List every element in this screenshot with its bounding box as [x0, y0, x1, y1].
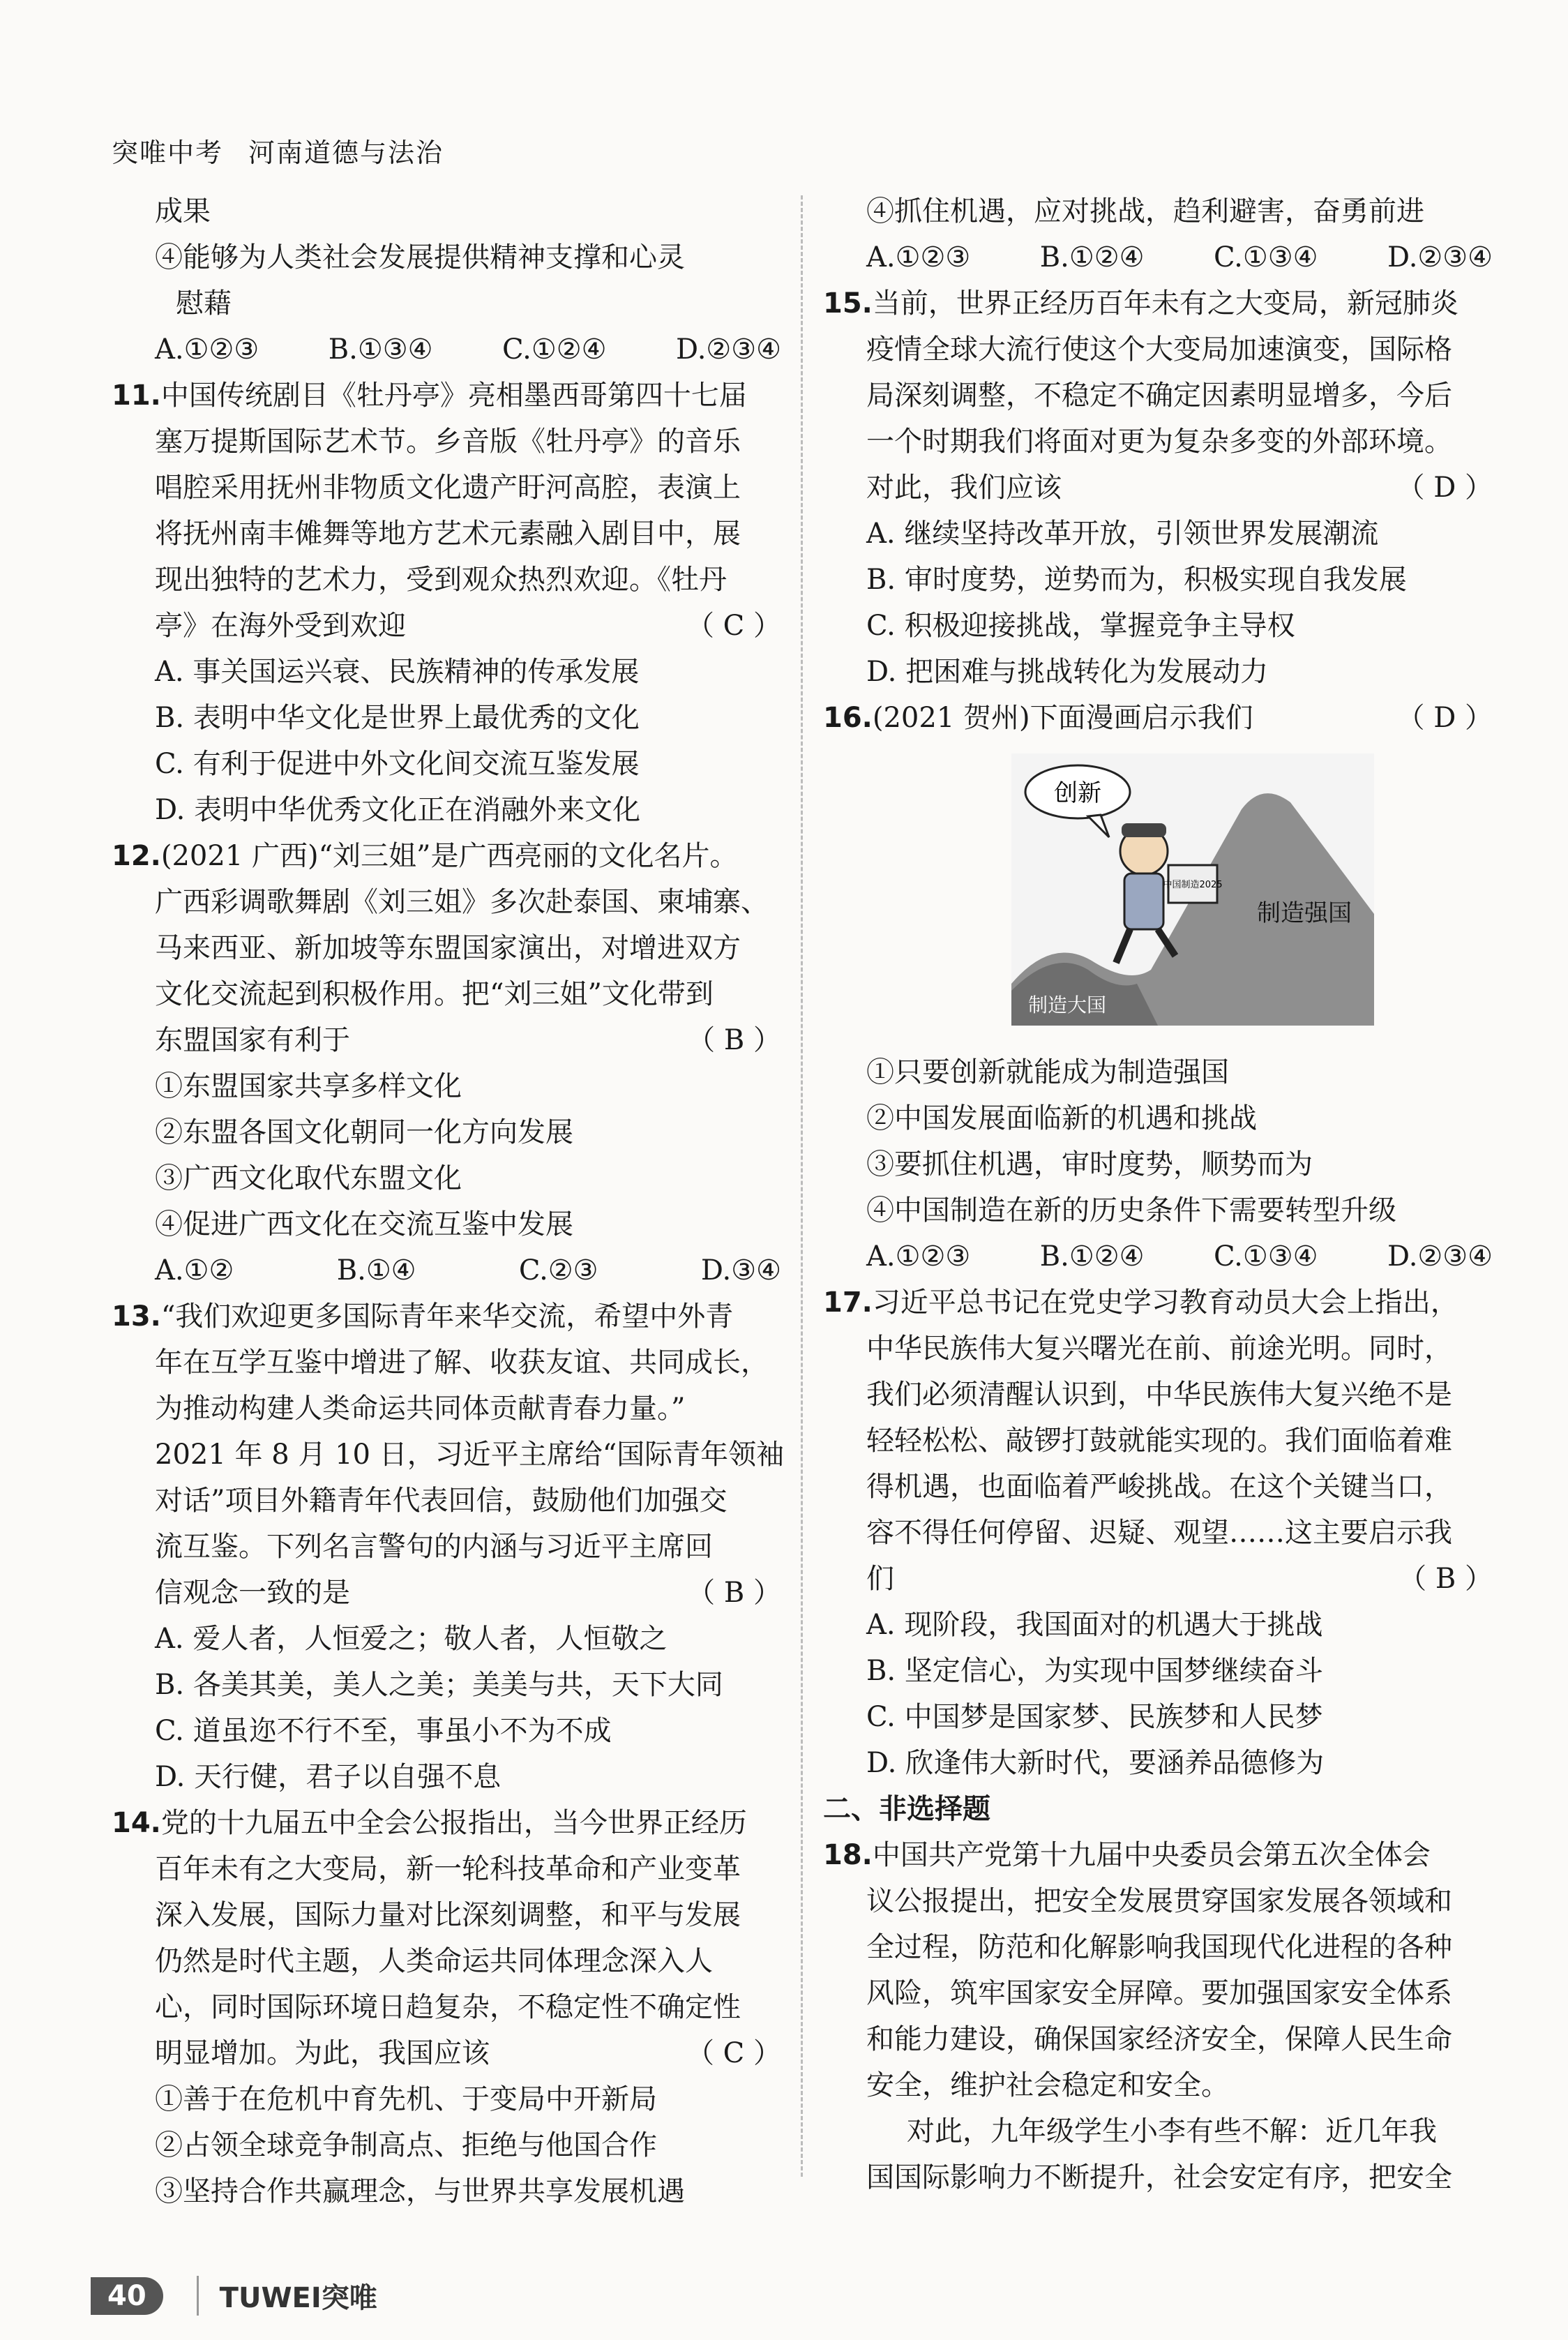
text-line: A. 现阶段，我国面对的机遇大于挑战: [866, 1609, 1323, 1641]
text-line: ③广西文化取代东盟文化: [155, 1162, 462, 1194]
option: D.②③④: [676, 333, 781, 366]
text-line: B. 坚定信心，为实现中国梦继续奋斗: [866, 1655, 1323, 1687]
question-text: 中国传统剧目《牡丹亭》亮相墨西哥第四十七届: [160, 380, 747, 412]
question-text: 信观念一致的是: [155, 1577, 350, 1609]
text-line: D. 欣逢伟大新时代，要涵养品德修为: [866, 1747, 1325, 1779]
cartoon-strong-label: 制造强国: [1257, 899, 1352, 927]
text-line: 和能力建设，确保国家经济安全，保障人民生命: [866, 2023, 1452, 2055]
question-number: 11.: [112, 380, 161, 412]
question-text: 东盟国家有利于: [155, 1024, 350, 1056]
text-line: ①善于在危机中育先机、于变局中开新局: [155, 2083, 657, 2115]
answer-mark: （ C ）: [686, 2037, 781, 2069]
question-number: 15.: [823, 287, 873, 320]
text-line: C. 中国梦是国家梦、民族梦和人民梦: [866, 1701, 1323, 1733]
question-text: 亭》在海外受到欢迎: [155, 610, 406, 642]
option: D.②③④: [1387, 1240, 1493, 1273]
cartoon-image: [1011, 753, 1374, 1026]
book-title: 突唯中考: [112, 137, 224, 168]
option: C.①③④: [1214, 241, 1318, 273]
question-text: (2021 广西)“刘三姐”是广西亮丽的文化名片。: [160, 840, 738, 872]
text-line: 为推动构建人类命运共同体贡献青春力量。”: [155, 1393, 686, 1425]
text-line: ②中国发展面临新的机遇和挑战: [866, 1102, 1257, 1134]
text-line: ④促进广西文化在交流互鉴中发展: [155, 1208, 573, 1240]
question-line: [112, 373, 781, 419]
question-line: [112, 1293, 781, 1340]
text-line: 疫情全球大流行使这个大变局加速演变，国际格: [866, 333, 1452, 366]
text-line: A. 继续坚持改革开放，引领世界发展潮流: [866, 518, 1379, 550]
option: B.①③④: [328, 333, 433, 366]
question-line: [823, 1280, 1493, 1326]
option-row: [112, 1247, 781, 1293]
text-line: 国国际影响力不断提升，社会安定有序，把安全: [866, 2161, 1452, 2193]
text-line: ④抓住机遇，应对挑战，趋利避害，奋勇前进: [866, 195, 1424, 227]
answer-mark: （ D ）: [1396, 472, 1493, 504]
question-text: 习近平总书记在党史学习教育动员大会上指出，: [872, 1287, 1458, 1319]
answer-mark: （ B ）: [687, 1577, 781, 1609]
text-line: ③坚持合作共赢理念，与世界共享发展机遇: [155, 2175, 685, 2207]
text-line: 成果: [155, 195, 211, 227]
text-line: D. 天行健，君子以自强不息: [155, 1761, 502, 1793]
text-line: 局深刻调整，不稳定不确定因素明显增多，今后: [866, 380, 1452, 412]
text-line: 百年未有之大变局，新一轮科技革命和产业变革: [155, 1853, 741, 1885]
text-line: A. 事关国运兴衰、民族精神的传承发展: [155, 656, 640, 688]
text-line: 将抚州南丰傩舞等地方艺术元素融入剧目中，展: [155, 518, 741, 550]
question-number: 16.: [823, 702, 873, 734]
subject-title: 河南道德与法治: [248, 137, 444, 168]
text-line: B. 表明中华文化是世界上最优秀的文化: [155, 702, 640, 734]
column-divider: [801, 195, 803, 2177]
text-line: 仍然是时代主题，人类命运共同体理念深入人: [155, 1945, 713, 1977]
option: A.①②③: [866, 1240, 971, 1273]
text-line: ④能够为人类社会发展提供精神支撑和心灵: [155, 241, 685, 273]
option: C.①③④: [1214, 1240, 1318, 1273]
right-column: [823, 188, 1493, 2200]
text-line: 深入发展，国际力量对比深刻调整，和平与发展: [155, 1899, 741, 1931]
text-line: D. 表明中华优秀文化正在消融外来文化: [155, 794, 641, 826]
option: A.①②③: [866, 241, 971, 273]
text-line: ②东盟各国文化朝同一化方向发展: [155, 1116, 573, 1148]
question-line-with-answer: [112, 1570, 781, 1616]
option: C.①②④: [502, 333, 607, 366]
question-text: 对此，我们应该: [866, 472, 1062, 504]
text-line: 现出独特的艺术力，受到观众热烈欢迎。《牡丹: [155, 564, 727, 596]
answer-mark: （ B ）: [1399, 1563, 1493, 1595]
text-line: 对话”项目外籍青年代表回信，鼓励他们加强交: [155, 1485, 728, 1517]
text-line: A. 爱人者，人恒爱之；敬人者，人恒敬之: [155, 1623, 668, 1655]
question-line-with-answer: [823, 465, 1493, 511]
text-line: 广西彩调歌舞剧《刘三姐》多次赴泰国、柬埔寨、: [155, 886, 769, 918]
question-text: 当前，世界正经历百年未有之大变局，新冠肺炎: [872, 287, 1458, 320]
question-line: [823, 280, 1493, 327]
option: C.②③: [518, 1254, 598, 1287]
text-line: 心，同时国际环境日趋复杂，不稳定性不确定性: [155, 1991, 741, 2023]
text-line: ①只要创新就能成为制造强国: [866, 1056, 1229, 1088]
question-number: 14.: [112, 1807, 161, 1839]
page-number: 40: [91, 2277, 163, 2315]
option: D.②③④: [1387, 241, 1493, 273]
question-line-with-answer: [112, 1017, 781, 1063]
paragraph-start: 对此，九年级学生小李有些不解：近几年我: [907, 2115, 1437, 2147]
question-text: 明显增加。为此，我国应该: [155, 2037, 490, 2069]
option: B.①②④: [1039, 241, 1145, 273]
text-line: 2021 年 8 月 10 日，习近平主席给“国际青年领袖: [155, 1439, 785, 1471]
text-line: 马来西亚、新加坡等东盟国家演出，对增进双方: [155, 932, 741, 964]
question-stem: [823, 695, 1253, 741]
text-line: 一个时期我们将面对更为复杂多变的外部环境。: [866, 426, 1452, 458]
question-number: 12.: [112, 840, 161, 872]
text-line: 安全，维护社会稳定和安全。: [866, 2069, 1229, 2101]
text-line: D. 把困难与挑战转化为发展动力: [866, 656, 1269, 688]
question-text: 们: [866, 1563, 894, 1595]
question-line: [823, 1832, 1493, 1878]
question-line-with-answer: [112, 2030, 781, 2076]
option-row: [823, 1233, 1493, 1280]
question-text: 党的十九届五中全会公报指出，当今世界正经历: [160, 1807, 747, 1839]
answer-mark: （ D ）: [1396, 702, 1493, 734]
question-line-with-answer: [823, 1556, 1493, 1602]
text-line: C. 积极迎接挑战，掌握竞争主导权: [866, 610, 1295, 642]
text-line: C. 道虽迩不行不至，事虽小不为不成: [155, 1715, 612, 1747]
text-line: 得机遇，也面临着严峻挑战。在这个关键当口，: [866, 1471, 1452, 1503]
text-line: 全过程，防范和化解影响我国现代化进程的各种: [866, 1931, 1452, 1963]
brand-logo: TUWEI突唯: [197, 2276, 377, 2316]
text-line: 流互鉴。下列名言警句的内涵与习近平主席回: [155, 1531, 713, 1563]
text-line: 年在互学互鉴中增进了解、收获友谊、共同成长，: [155, 1347, 769, 1379]
page-header: [112, 131, 444, 170]
text-line: 风险，筑牢国家安全屏障。要加强国家安全体系: [866, 1977, 1452, 2009]
question-text: “我们欢迎更多国际青年来华交流，希望中外青: [160, 1300, 734, 1333]
option: A.①②: [155, 1254, 234, 1287]
option-row: [112, 327, 781, 373]
left-column: [112, 188, 785, 2214]
option: A.①②③: [155, 333, 259, 366]
answer-mark: （ C ）: [686, 610, 781, 642]
option: D.③④: [700, 1254, 781, 1287]
text-line: 塞万提斯国际艺术节。乡音版《牡丹亭》的音乐: [155, 426, 741, 458]
text-line: 议公报提出，把安全发展贯穿国家发展各领域和: [866, 1885, 1452, 1917]
question-number: 18.: [823, 1839, 873, 1871]
text-line: 我们必须清醒认识到，中华民族伟大复兴绝不是: [866, 1379, 1452, 1411]
question-text: (2021 贺州)下面漫画启示我们: [872, 702, 1253, 734]
question-line: [112, 833, 781, 879]
cartoon-bubble-text: 创新: [1054, 779, 1101, 807]
text-line: 唱腔采用抚州非物质文化遗产盱河高腔，表演上: [155, 472, 741, 504]
question-text: 中国共产党第十九届中央委员会第五次全体会: [872, 1839, 1431, 1871]
answer-mark: （ B ）: [687, 1024, 781, 1056]
text-line: 慰藉: [176, 287, 232, 320]
question-number: 13.: [112, 1300, 161, 1333]
cartoon-laptop-text: 中国制造2025: [1163, 880, 1223, 890]
question-number: 17.: [823, 1287, 873, 1319]
text-line: ③要抓住机遇，审时度势，顺势而为: [866, 1148, 1313, 1180]
text-line: C. 有利于促进中外文化间交流互鉴发展: [155, 748, 640, 780]
option: B.①④: [336, 1254, 416, 1287]
text-line: ④中国制造在新的历史条件下需要转型升级: [866, 1194, 1396, 1227]
option-row: [823, 234, 1493, 280]
text-line: B. 各美其美，美人之美；美美与共，天下大同: [155, 1669, 723, 1701]
cartoon-big-label: 制造大国: [1027, 993, 1107, 1017]
text-line: 轻轻松松、敲锣打鼓就能实现的。我们面临着难: [866, 1425, 1452, 1457]
question-line: [112, 1800, 781, 1846]
text-line: ①东盟国家共享多样文化: [155, 1070, 462, 1102]
text-line: 容不得任何停留、迟疑、观望……这主要启示我: [866, 1517, 1452, 1549]
question-line-with-answer: [112, 603, 781, 649]
page-footer: [91, 2276, 377, 2316]
question-line-with-answer: [823, 695, 1493, 741]
section-heading: 二、非选择题: [823, 1793, 990, 1825]
text-line: ②占领全球竞争制高点、拒绝与他国合作: [155, 2129, 657, 2161]
option: B.①②④: [1039, 1240, 1145, 1273]
text-line: 中华民族伟大复兴曙光在前、前途光明。同时，: [866, 1333, 1452, 1365]
text-line: B. 审时度势，逆势而为，积极实现自我发展: [866, 564, 1407, 596]
text-line: 文化交流起到积极作用。把“刘三姐”文化带到: [155, 978, 714, 1010]
